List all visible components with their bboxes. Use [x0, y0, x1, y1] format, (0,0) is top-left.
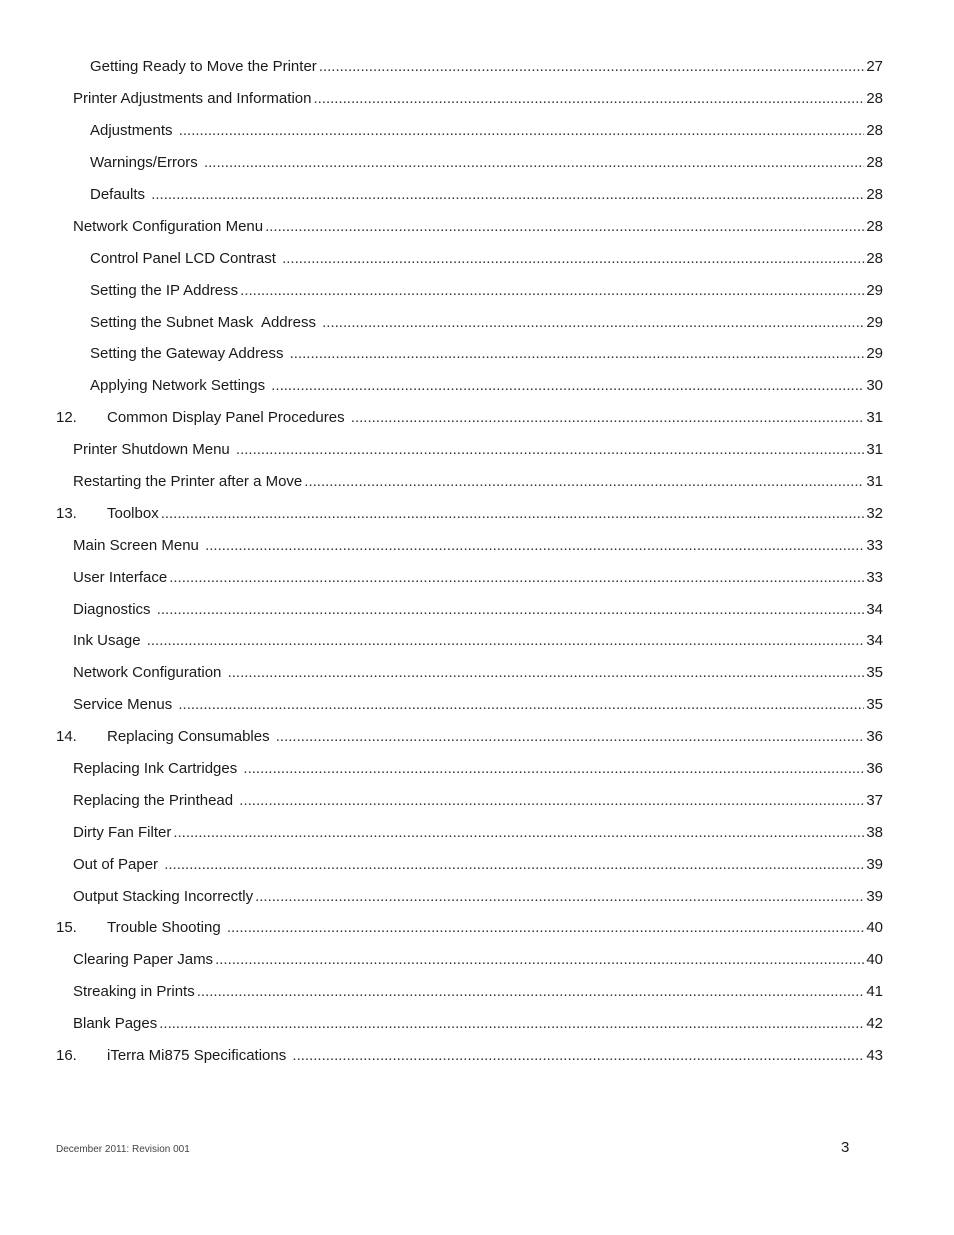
- toc-page-number: 35: [866, 696, 883, 714]
- toc-entry-title: Network Configuration: [73, 664, 226, 682]
- toc-page-number: 37: [866, 791, 883, 809]
- toc-dot-leader: [204, 155, 864, 170]
- toc-entry-title: Defaults: [90, 186, 150, 203]
- toc-dot-leader: [159, 1016, 864, 1031]
- toc-page-number: 33: [866, 568, 883, 586]
- toc-page-number: 36: [866, 728, 883, 746]
- toc-page-number: 41: [866, 983, 883, 1001]
- toc-page-number: 27: [866, 58, 883, 76]
- toc-dot-leader: [304, 474, 864, 489]
- toc-page-number: 34: [866, 600, 883, 618]
- toc-entry-content: [73, 91, 883, 106]
- toc-entry-title: Setting the Subnet Mask Address: [90, 313, 321, 331]
- toc-entry-content: [90, 123, 883, 138]
- toc-entry-content: [73, 889, 883, 904]
- toc-dot-leader: [239, 793, 864, 808]
- toc-page-number: 29: [866, 313, 883, 331]
- toc-dot-leader: [151, 187, 864, 202]
- toc-entry-content: [73, 219, 883, 234]
- toc-entry-content: [90, 378, 883, 393]
- toc-entry-content: [90, 59, 883, 74]
- toc-section-number: 16.: [56, 1047, 77, 1065]
- toc-entry-content: [73, 602, 883, 617]
- table-of-contents: [0, 51, 954, 1072]
- toc-entry[interactable]: [0, 1040, 954, 1072]
- toc-dot-leader: [290, 346, 865, 361]
- toc-entry-title: Dirty Fan Filter: [73, 823, 172, 841]
- toc-entry-content: [56, 506, 883, 521]
- toc-page-number: 34: [866, 632, 883, 650]
- toc-entry-title: Ink Usage: [73, 632, 145, 650]
- toc-entry-title: Applying Network Settings: [90, 377, 270, 395]
- toc-entry[interactable]: [0, 593, 954, 625]
- toc-entry[interactable]: [0, 497, 954, 529]
- toc-entry[interactable]: [0, 816, 954, 848]
- toc-entry-title: Main Screen Menu: [73, 536, 204, 554]
- toc-entry-title: Replacing Ink Cartridges: [73, 760, 242, 778]
- toc-dot-leader: [271, 378, 864, 393]
- toc-dot-leader: [313, 91, 864, 106]
- toc-entry[interactable]: [0, 657, 954, 689]
- toc-entry-content: [73, 474, 883, 489]
- toc-entry-content: [73, 761, 883, 776]
- toc-entry-content: [56, 410, 883, 425]
- toc-dot-leader: [205, 538, 864, 553]
- toc-entry[interactable]: [0, 625, 954, 657]
- toc-entry[interactable]: [0, 689, 954, 721]
- toc-entry[interactable]: [0, 402, 954, 434]
- toc-dot-leader: [164, 857, 864, 872]
- toc-entry-content: [90, 155, 883, 170]
- toc-entry-title: Out of Paper: [73, 855, 163, 873]
- toc-entry-content: [73, 538, 883, 553]
- toc-section-number: 12.: [56, 409, 77, 427]
- toc-page-number: 28: [866, 90, 883, 108]
- toc-dot-leader: [228, 665, 865, 680]
- toc-entry[interactable]: [0, 784, 954, 816]
- toc-entry[interactable]: [0, 976, 954, 1008]
- toc-dot-leader: [240, 283, 864, 298]
- toc-dot-leader: [178, 697, 864, 712]
- toc-entry-title: Trouble Shooting: [107, 919, 225, 937]
- toc-entry-content: [73, 984, 883, 999]
- toc-entry[interactable]: [0, 721, 954, 753]
- toc-page-number: 28: [866, 186, 883, 203]
- toc-dot-leader: [161, 506, 865, 521]
- toc-entry[interactable]: [0, 370, 954, 402]
- toc-entry-content: [73, 857, 883, 872]
- toc-page-number: 40: [866, 919, 883, 937]
- toc-entry-title: Control Panel LCD Contrast: [90, 249, 281, 267]
- toc-entry-title: Setting the Gateway Address: [90, 345, 288, 363]
- toc-entry[interactable]: [0, 466, 954, 498]
- toc-page-number: 28: [866, 217, 883, 235]
- toc-entry-content: [73, 1016, 883, 1031]
- toc-entry[interactable]: [0, 1008, 954, 1040]
- toc-entry-title: Output Stacking Incorrectly: [73, 887, 254, 905]
- toc-entry-title: Toolbox: [107, 504, 159, 522]
- toc-entry[interactable]: [0, 274, 954, 306]
- toc-entry[interactable]: [0, 83, 954, 115]
- toc-entry-title: Network Configuration Menu: [73, 217, 264, 235]
- toc-entry[interactable]: [0, 147, 954, 179]
- toc-dot-leader: [319, 59, 865, 74]
- toc-dot-leader: [157, 602, 865, 617]
- toc-section-number: 13.: [56, 504, 77, 522]
- toc-dot-leader: [197, 984, 865, 999]
- toc-entry[interactable]: [0, 306, 954, 338]
- toc-dot-leader: [169, 570, 864, 585]
- toc-dot-leader: [351, 410, 865, 425]
- toc-entry-title: Adjustments: [90, 122, 177, 140]
- toc-entry-title: Replacing Consumables: [107, 728, 274, 746]
- toc-entry-title: Replacing the Printhead: [73, 791, 238, 809]
- footer-revision: December 2011: Revision 001: [56, 1144, 190, 1155]
- toc-entry[interactable]: [0, 880, 954, 912]
- toc-entry-title: Getting Ready to Move the Printer: [90, 58, 317, 76]
- toc-dot-leader: [147, 633, 865, 648]
- toc-entry-title: Common Display Panel Procedures: [107, 409, 349, 427]
- toc-page-number: 31: [866, 473, 883, 491]
- toc-entry-title: iTerra Mi875 Specifications: [107, 1047, 291, 1065]
- toc-entry[interactable]: [0, 338, 954, 370]
- toc-dot-leader: [215, 952, 864, 967]
- toc-dot-leader: [227, 920, 864, 935]
- toc-entry-content: [73, 697, 883, 712]
- toc-dot-leader: [236, 442, 864, 457]
- toc-dot-leader: [179, 123, 865, 138]
- toc-entry-content: [73, 442, 883, 457]
- toc-entry[interactable]: [0, 242, 954, 274]
- toc-entry-content: [90, 187, 883, 202]
- toc-dot-leader: [322, 315, 864, 330]
- toc-page-number: 33: [866, 536, 883, 554]
- toc-page-number: 28: [866, 249, 883, 267]
- toc-page-number: 40: [866, 951, 883, 969]
- toc-entry-title: Setting the IP Address: [90, 281, 239, 299]
- toc-page-number: 28: [866, 154, 883, 172]
- toc-entry-content: [73, 952, 883, 967]
- toc-entry-title: Blank Pages: [73, 1015, 158, 1033]
- toc-page-number: 32: [866, 504, 883, 522]
- toc-page-number: 35: [866, 664, 883, 682]
- toc-entry[interactable]: [0, 561, 954, 593]
- toc-page-number: 36: [866, 760, 883, 778]
- toc-dot-leader: [282, 251, 864, 266]
- toc-page-number: 29: [866, 345, 883, 363]
- toc-section-number: 14.: [56, 728, 77, 746]
- toc-entry-content: [73, 570, 883, 585]
- toc-dot-leader: [173, 825, 864, 840]
- toc-entry-content: [56, 920, 883, 935]
- toc-page-number: 39: [866, 855, 883, 873]
- toc-dot-leader: [265, 219, 864, 234]
- toc-entry-content: [73, 665, 883, 680]
- toc-entry-title: Warnings/Errors: [90, 154, 202, 172]
- toc-page-number: 43: [866, 1047, 883, 1065]
- toc-entry-content: [90, 346, 883, 361]
- toc-entry-title: Streaking in Prints: [73, 983, 195, 1001]
- toc-entry-content: [56, 729, 883, 744]
- page-number: 3: [841, 1139, 850, 1156]
- toc-entry-content: [73, 793, 883, 808]
- toc-entry-content: [73, 633, 883, 648]
- toc-entry-title: Diagnostics: [73, 600, 155, 618]
- toc-dot-leader: [243, 761, 864, 776]
- toc-entry[interactable]: [0, 944, 954, 976]
- toc-page-number: 39: [866, 887, 883, 905]
- toc-entry-title: Clearing Paper Jams: [73, 951, 214, 969]
- toc-entry-content: [56, 1048, 883, 1063]
- toc-page-number: 31: [866, 441, 883, 459]
- toc-entry-title: User Interface: [73, 568, 168, 586]
- toc-page-number: 28: [866, 122, 883, 140]
- toc-entry[interactable]: [0, 529, 954, 561]
- toc-entry[interactable]: [0, 912, 954, 944]
- toc-entry[interactable]: [0, 753, 954, 785]
- toc-page-number: 29: [866, 281, 883, 299]
- toc-page-number: 42: [866, 1015, 883, 1033]
- toc-entry[interactable]: [0, 115, 954, 147]
- toc-dot-leader: [255, 889, 864, 904]
- toc-entry-content: [90, 251, 883, 266]
- toc-entry-title: Printer Adjustments and Information: [73, 90, 312, 108]
- toc-entry-content: [73, 825, 883, 840]
- toc-section-number: 15.: [56, 919, 77, 937]
- toc-entry-title: Service Menus: [73, 696, 177, 714]
- toc-entry-title: Restarting the Printer after a Move: [73, 473, 303, 491]
- toc-entry-content: [90, 315, 883, 330]
- toc-page-number: 31: [866, 409, 883, 427]
- toc-entry-title: Printer Shutdown Menu: [73, 441, 234, 459]
- toc-entry[interactable]: [0, 210, 954, 242]
- toc-dot-leader: [276, 729, 865, 744]
- toc-entry[interactable]: [0, 848, 954, 880]
- toc-page-number: 38: [866, 823, 883, 841]
- toc-dot-leader: [292, 1048, 864, 1063]
- toc-entry[interactable]: [0, 179, 954, 211]
- toc-entry[interactable]: [0, 434, 954, 466]
- toc-page-number: 30: [866, 377, 883, 395]
- toc-entry[interactable]: [0, 51, 954, 83]
- toc-entry-content: [90, 283, 883, 298]
